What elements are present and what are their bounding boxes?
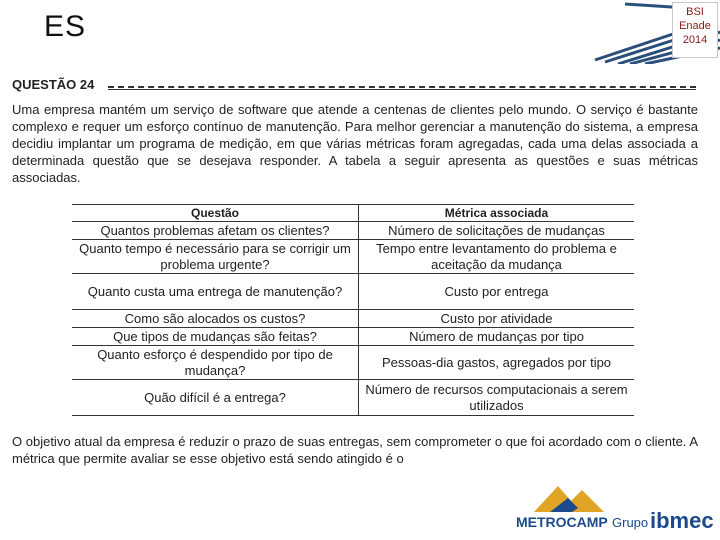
question-cell: Como são alocados os custos?: [72, 310, 359, 328]
metric-cell: Número de recursos computacionais a serem utilizados: [359, 380, 635, 416]
badge-line-1: BSI: [686, 6, 704, 18]
table-row: [72, 274, 634, 310]
course-badge: [672, 2, 718, 58]
header-question: Questão: [72, 205, 359, 222]
brand-parent: ibmec: [650, 508, 714, 533]
badge-line-3: 2014: [682, 34, 708, 46]
question-cell: Quantos problemas afetam os clientes?: [72, 222, 359, 240]
table-row: [72, 222, 634, 240]
question-title: QUESTÃO 24: [12, 77, 95, 92]
metrics-table: [72, 204, 634, 416]
table-row: [72, 346, 634, 380]
section-label: ES: [44, 10, 87, 43]
metric-cell: Custo por atividade: [359, 310, 635, 328]
table-row: [72, 380, 634, 416]
metric-cell: Tempo entre levantamento do problema e aceitação da mudança: [359, 240, 635, 274]
question-cell: Quão difícil é a entrega?: [72, 380, 359, 416]
metric-cell: Número de mudanças por tipo: [359, 328, 635, 346]
metric-cell: Número de solicitações de mudanças: [359, 222, 635, 240]
question-cell: Quanto custa uma entrega de manutenção?: [72, 274, 359, 310]
brand-group: Grupo: [612, 515, 649, 530]
question-cell: Quanto esforço é despendido por tipo de mudança?: [72, 346, 359, 380]
metric-cell: Custo por entrega: [359, 274, 635, 310]
question-cell: Quanto tempo é necessário para se corrigir um problema urgente?: [72, 240, 359, 274]
table-header-row: [72, 205, 634, 222]
brand-name: METROCAMP: [516, 514, 608, 530]
table-row: [72, 240, 634, 274]
table-row: [72, 310, 634, 328]
title-divider: [108, 86, 696, 88]
metric-cell: Pessoas-dia gastos, agregados por tipo: [359, 346, 635, 380]
header-metric: Métrica associada: [359, 205, 635, 222]
badge-line-2: Enade: [679, 20, 711, 32]
question-closing: O objetivo atual da empresa é reduzir o prazo de suas entregas, sem comprometer o que foi acordado com o cliente. A métrica que permite avaliar se esse objetivo está sendo atingido é o: [12, 434, 698, 466]
question-intro: Uma empresa mantém um serviço de software que atende a centenas de clientes pelo mundo. O serviço é bastante complexo e requer um esforço contínuo de manutenção. Para melhor gerenciar a manutenção do sistema, a empresa decidiu implantar um programa de medição, em que várias métricas foram agregadas, cada uma delas associada a determinada questão que se desejava responder. A tabela a seguir apresenta as questões e suas métricas associadas.: [12, 102, 698, 185]
question-cell: Que tipos de mudanças são feitas?: [72, 328, 359, 346]
table-row: [72, 328, 634, 346]
title-divider-underline: [108, 89, 696, 90]
